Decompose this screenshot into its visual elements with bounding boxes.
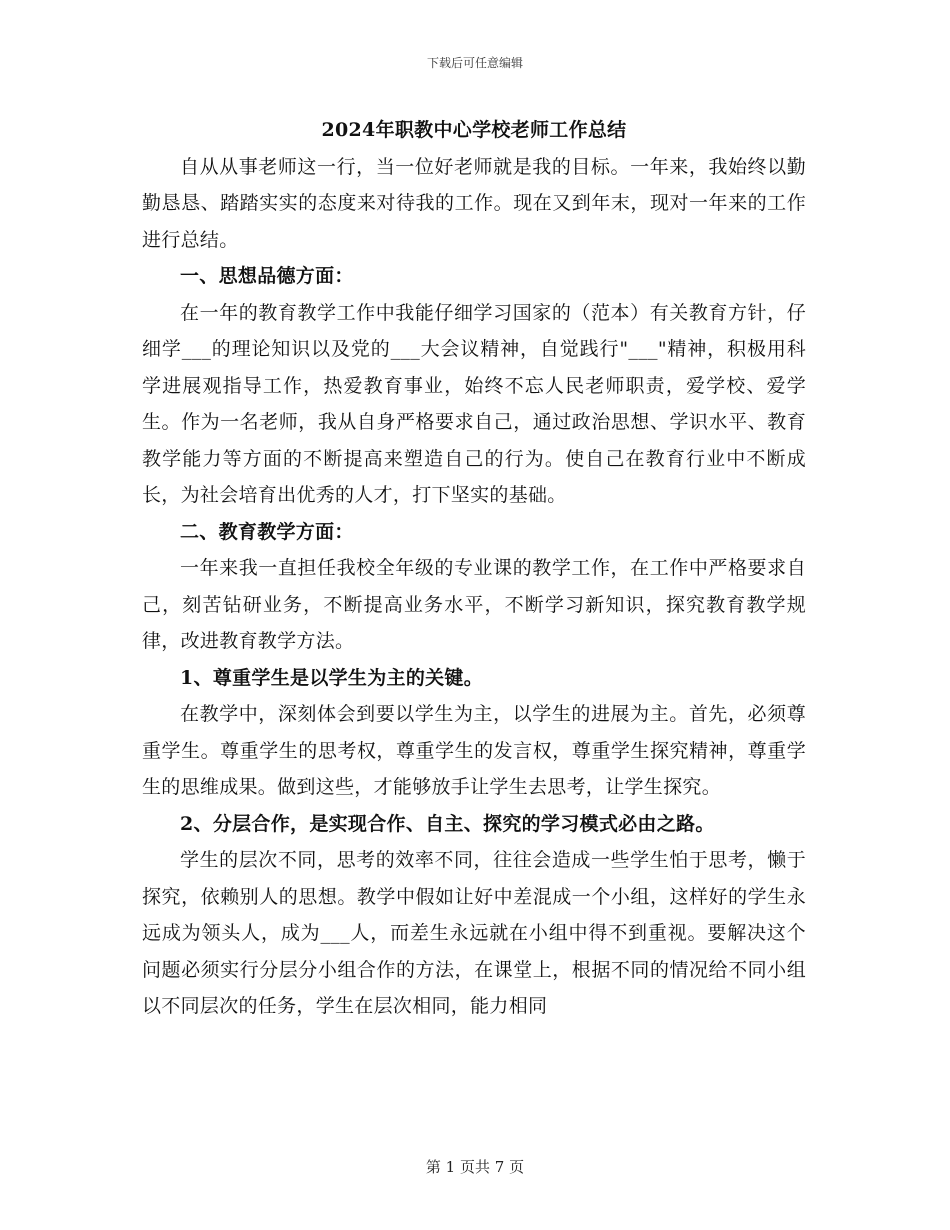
page-header: 下载后可任意编辑: [426, 56, 523, 70]
point-heading-respect: 1、尊重学生是以学生为主的关键。: [180, 666, 484, 689]
section-paragraph-teaching: 一年来我一直担任我校全年级的专业课的教学工作，在工作中严格要求自己，刻苦钻研业务，不断提高业务水平，不断学习新知识，探究教育教学规律，改进教育教学方法。: [142, 557, 806, 652]
point-paragraph-layered-cooperation: 学生的层次不同，思考的效率不同，往往会造成一些学生怕于思考，懒于探究，依赖别人的思想。教学中假如让好中差混成一个小组，这样好的学生永远成为领头人，成为___人，而差生永远就在小组中得不到重视。要解决这个问题必须实行分层分小组合作的方法，在课堂上，根据不同的情况给不同小组以不同层次的任务，学生在层次相同，能力相同: [142, 849, 806, 1017]
document-body: [142, 112, 806, 1025]
document-title: 2024年职教中心学校老师工作总结: [321, 119, 627, 141]
section-heading-ideology: 一、思想品德方面：: [180, 265, 354, 287]
point-heading-layered-cooperation: 2、分层合作，是实现合作、自主、探究的学习模式必由之路。: [180, 812, 715, 835]
intro-paragraph: 自从从事老师这一行，当一位好老师就是我的目标。一年来，我始终以勤勤恳恳、踏踏实实的态度来对待我的工作。现在又到年末，现对一年来的工作进行总结。: [142, 155, 806, 251]
section-paragraph-ideology: 在一年的教育教学工作中我能仔细学习国家的（范本）有关教育方针，仔细学___的理论知识以及党的___大会议精神，自觉践行"___"精神，积极用科学进展观指导工作，热爱教育事业，始终不忘人民老师职责，爱学校、爱学生。作为一名老师，我从自身严格要求自己，通过政治思想、学识水平、教育教学能力等方面的不断提高来塑造自己的行为。使自己在教育行业中不断成长，为社会培育出优秀的人才，打下坚实的基础。: [142, 301, 806, 506]
point-paragraph-respect: 在教学中，深刻体会到要以学生为主，以学生的进展为主。首先，必须尊重学生。尊重学生的思考权，尊重学生的发言权，尊重学生探究精神，尊重学生的思维成果。做到这些，才能够放手让学生去思考，让学生探究。: [142, 703, 806, 798]
page-footer: 第 1 页共 7 页: [425, 1158, 525, 1176]
section-heading-teaching: 二、教育教学方面：: [180, 520, 354, 543]
